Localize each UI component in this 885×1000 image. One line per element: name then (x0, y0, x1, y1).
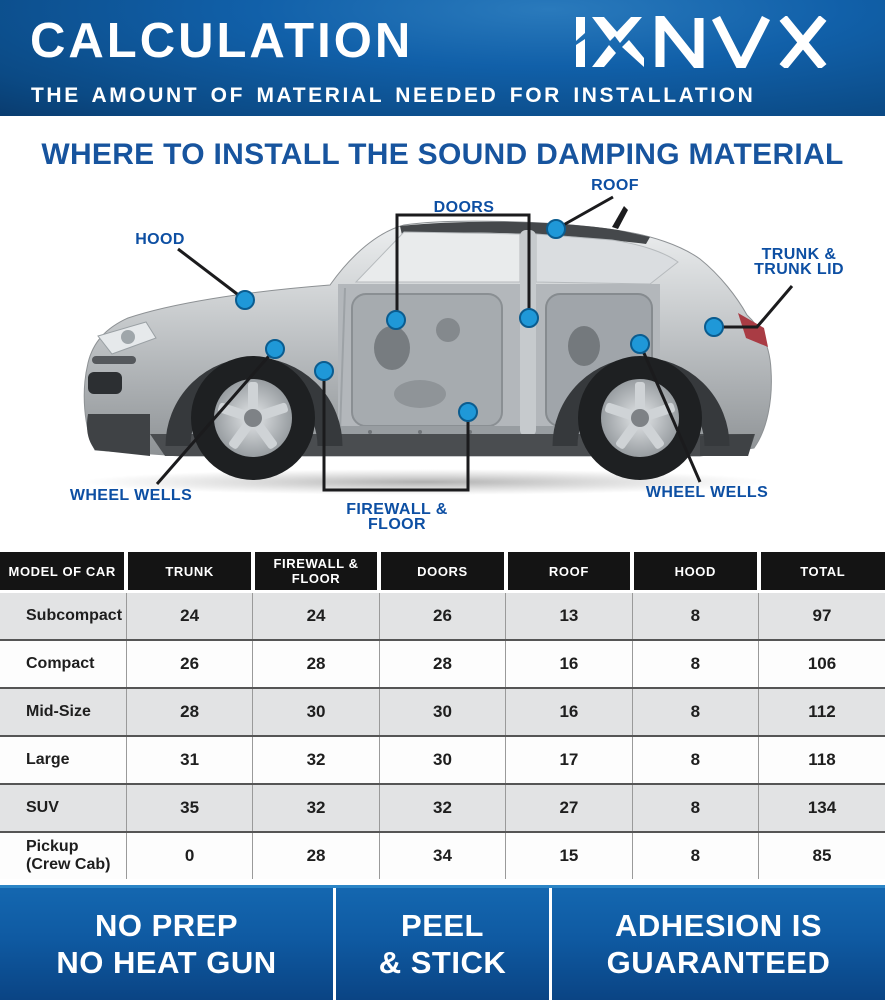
col-firewall-floor: FIREWALL & FLOOR (253, 552, 379, 592)
nvx-logo-mark (576, 17, 644, 67)
col-roof: ROOF (506, 552, 632, 592)
doors-label: DOORS (433, 199, 495, 216)
header-banner (0, 0, 885, 116)
table-header-row (0, 552, 885, 592)
model-cell: Pickup (Crew Cab) (0, 832, 126, 879)
model-cell: Compact (0, 640, 126, 688)
section-title: WHERE TO INSTALL THE SOUND DAMPING MATERIAL (41, 138, 844, 171)
hood-label: HOOD (135, 231, 185, 248)
material-table-section (0, 552, 885, 885)
table-row: Compact 26 28 28 16 8 106 (0, 640, 885, 688)
col-model-of-car: MODEL OF CAR (0, 552, 126, 592)
nvx-logo (576, 16, 861, 68)
model-cell: SUV (0, 784, 126, 832)
trunk-dot (705, 318, 723, 336)
col-doors: DOORS (379, 552, 505, 592)
badge-peel-stick: PEEL & STICK (333, 888, 552, 1000)
hood-callout-line (178, 249, 245, 300)
model-cell: Mid-Size (0, 688, 126, 736)
floor-dot (459, 403, 477, 421)
table-row: SUV 35 32 32 27 8 134 (0, 784, 885, 832)
footer-banner (0, 885, 885, 1000)
model-cell: Large (0, 736, 126, 784)
rear-wheel-well-dot (631, 335, 649, 353)
front-door-dot (387, 311, 405, 329)
table-row: Mid-Size 28 30 30 16 8 112 (0, 688, 885, 736)
roof-dot (547, 220, 565, 238)
wheel-wells-right-label: WHEEL WELLS (645, 484, 769, 501)
car-rear-wheel (578, 356, 702, 480)
front-wheel-well-dot (266, 340, 284, 358)
hood-dot (236, 291, 254, 309)
table-row: Pickup (Crew Cab) 0 28 34 15 8 85 (0, 832, 885, 879)
badge-no-prep: NO PREP NO HEAT GUN (56, 908, 277, 980)
trunk-label: TRUNK & TRUNK LID (754, 246, 844, 278)
roof-label: ROOF (591, 177, 639, 194)
firewall-dot (315, 362, 333, 380)
firewall-floor-label: FIREWALL & FLOOR (346, 501, 448, 533)
page-subtitle: THE AMOUNT OF MATERIAL NEEDED FOR INSTALLATION (31, 84, 756, 107)
col-hood: HOOD (632, 552, 758, 592)
diagram-section (0, 116, 885, 552)
table-row: Large 31 32 30 17 8 118 (0, 736, 885, 784)
page-title: CALCULATION (30, 14, 414, 68)
brand-name (0, 0, 1, 1)
car-antenna (612, 206, 628, 229)
car-front-bumper (87, 414, 150, 456)
col-trunk: TRUNK (126, 552, 252, 592)
car-body (84, 206, 771, 480)
table-row: Subcompact 24 24 26 13 8 97 (0, 592, 885, 641)
wheel-wells-left-label: WHEEL WELLS (69, 487, 193, 504)
model-cell: Subcompact (26, 607, 123, 624)
nvx-logo-letters (660, 18, 823, 67)
rear-door-dot (520, 309, 538, 327)
material-table (0, 552, 885, 879)
roof-callout-line (558, 197, 613, 228)
col-total: TOTAL (759, 552, 885, 592)
badge-adhesion: ADHESION IS GUARANTEED (606, 908, 831, 980)
